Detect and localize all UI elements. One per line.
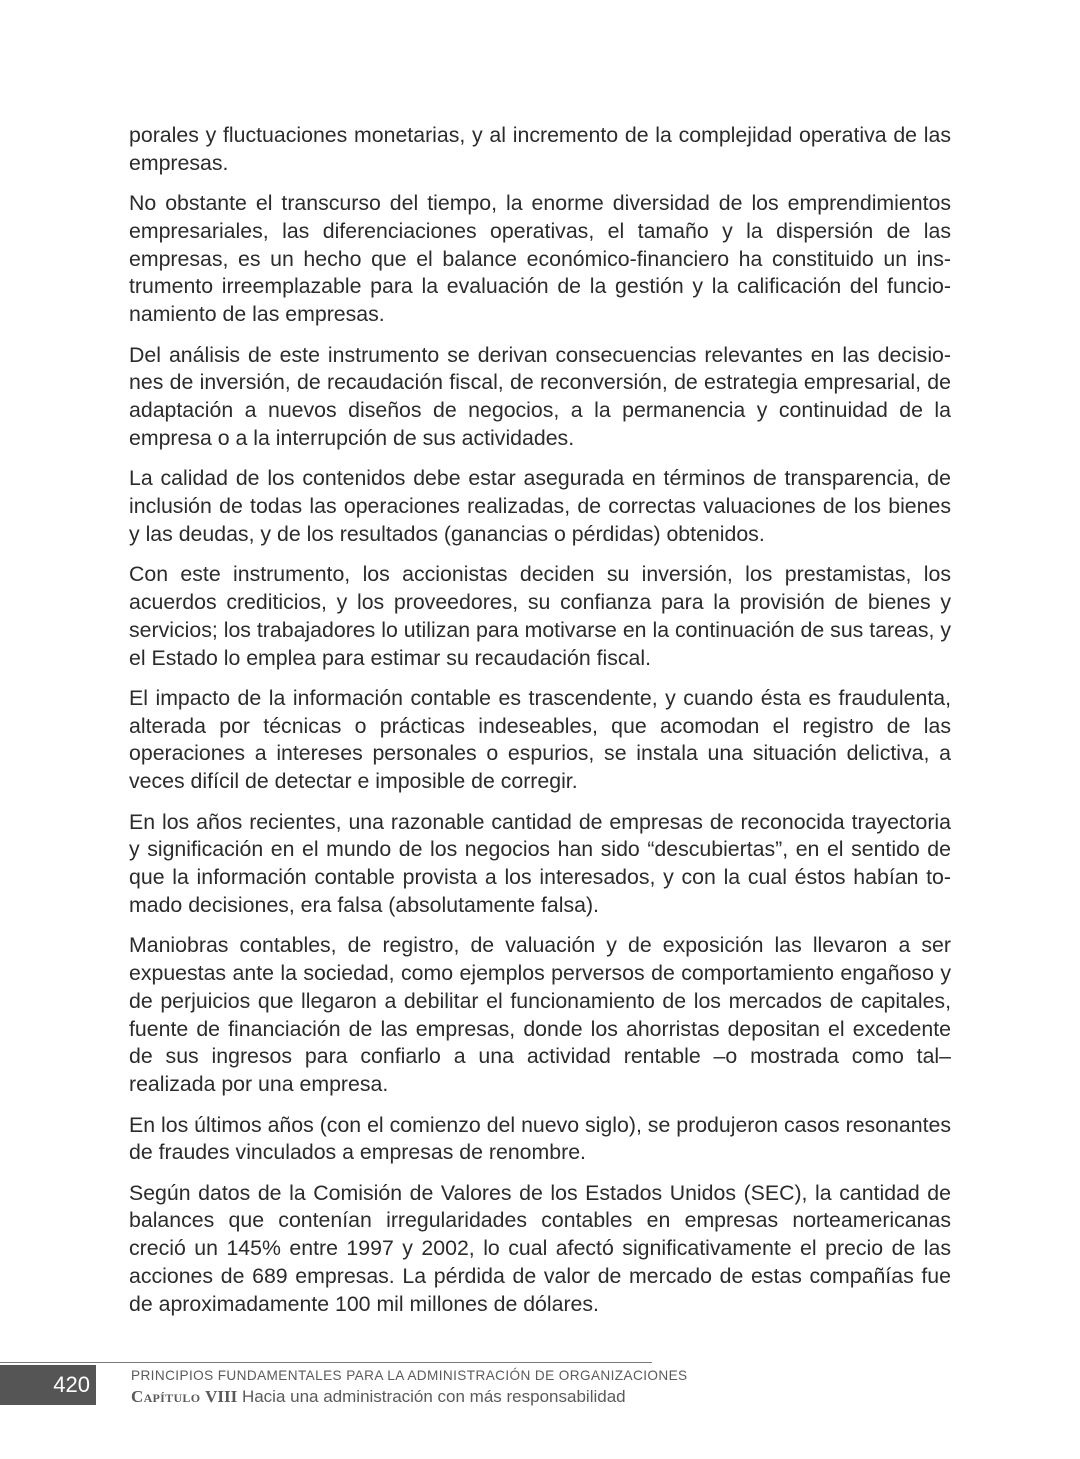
paragraph: En los últimos años (con el comienzo del nuevo siglo), se produjeron casos resonantes de fraudes vinculados a empresas de renombre. — [129, 1112, 951, 1165]
paragraph: Maniobras contables, de registro, de valuación y de exposición las llevaron a ser expuestas ante la sociedad, como ejemplos perversos de comportamiento engañoso y de perjuicios que llegaron a debilitar el funcionamiento de los mercados de capitales, fuente de financiación de las empresas, donde los ahorristas depositan el excedente de sus ingresos para confiarlo a una actividad rentable –o mostrada como tal– realizada por una empresa. — [129, 933, 951, 1097]
chapter-line — [131, 1385, 688, 1409]
footer-divider — [0, 1362, 652, 1363]
page-body — [129, 122, 951, 1331]
paragraph: Según datos de la Comisión de Valores de los Estados Unidos (SEC), la cantidad de balances que contenían irregularidades contables en empresas norteamericanas creció un 145% entre 1997 y 2002, lo cual afectó significativamente el precio de las acciones de 689 empresas. La pérdida de valor de mercado de estas compañías fue de aproximadamente 100 mil millones de dólares. — [129, 1180, 951, 1316]
paragraph: Del análisis de este instrumento se derivan consecuencias relevantes en las decisiones de inversión, de recaudación fiscal, de reconversión, de estrategia empresarial, de adaptación a nuevos diseños de negocios, a la permanencia y continuidad de la empresa o a la interrupción de sus actividades. — [129, 342, 951, 450]
paragraph: No obstante el transcurso del tiempo, la enorme diversidad de los emprendimientos empresariales, las diferenciaciones operativas, el tamaño y la dispersión de las empresas, es un hecho que el balance económico-financiero ha constituido un instrumento irreemplazable para la evaluación de la gestión y la calificación del funcionamiento de las empresas. — [129, 191, 951, 327]
chapter-title: Hacia una administración con más responsabilidad — [241, 1387, 626, 1406]
page-number: 420 — [0, 1365, 96, 1405]
paragraph: Con este instrumento, los accionistas deciden su inversión, los prestamistas, los acuerdos crediticios, y los proveedores, su confianza para la provisión de bienes y servicios; los trabajadores lo utilizan para motivarse en la continuación de sus tareas, y el Estado lo emplea para estimar su recaudación fiscal. — [129, 562, 951, 670]
paragraph: El impacto de la información contable es trascendente, y cuando ésta es fraudulenta, alterada por técnicas o prácticas indeseables, que acomodan el registro de las operaciones a intereses personales o espurios, se instala una situación delictiva, a veces difícil de detectar e imposible de corregir. — [129, 685, 951, 794]
chapter-label: Capítulo — [131, 1387, 201, 1406]
paragraph: La calidad de los contenidos debe estar asegurada en términos de transparencia, de inclusión de todas las operaciones realizadas, de correctas valuaciones de los bienes y las deudas, y de los resultados (ganancias o pérdidas) obtenidos. — [129, 466, 951, 546]
book-title: PRINCIPIOS FUNDAMENTALES PARA LA ADMINISTRACIÓN DE ORGANIZACIONES — [131, 1368, 688, 1383]
running-header — [131, 1367, 688, 1409]
paragraph: En los años recientes, una razonable cantidad de empresas de reconocida trayectoria y significación en el mundo de los negocios han sido “descubiertas”, en el sentido de que la información contable provista a los interesados, y con la cual éstos habían tomado decisiones, era falsa (absolutamente falsa). — [129, 809, 951, 917]
chapter-number: VIII — [205, 1387, 238, 1406]
paragraph: porales y fluctuaciones monetarias, y al incremento de la complejidad operativa de las empresas. — [129, 123, 951, 175]
